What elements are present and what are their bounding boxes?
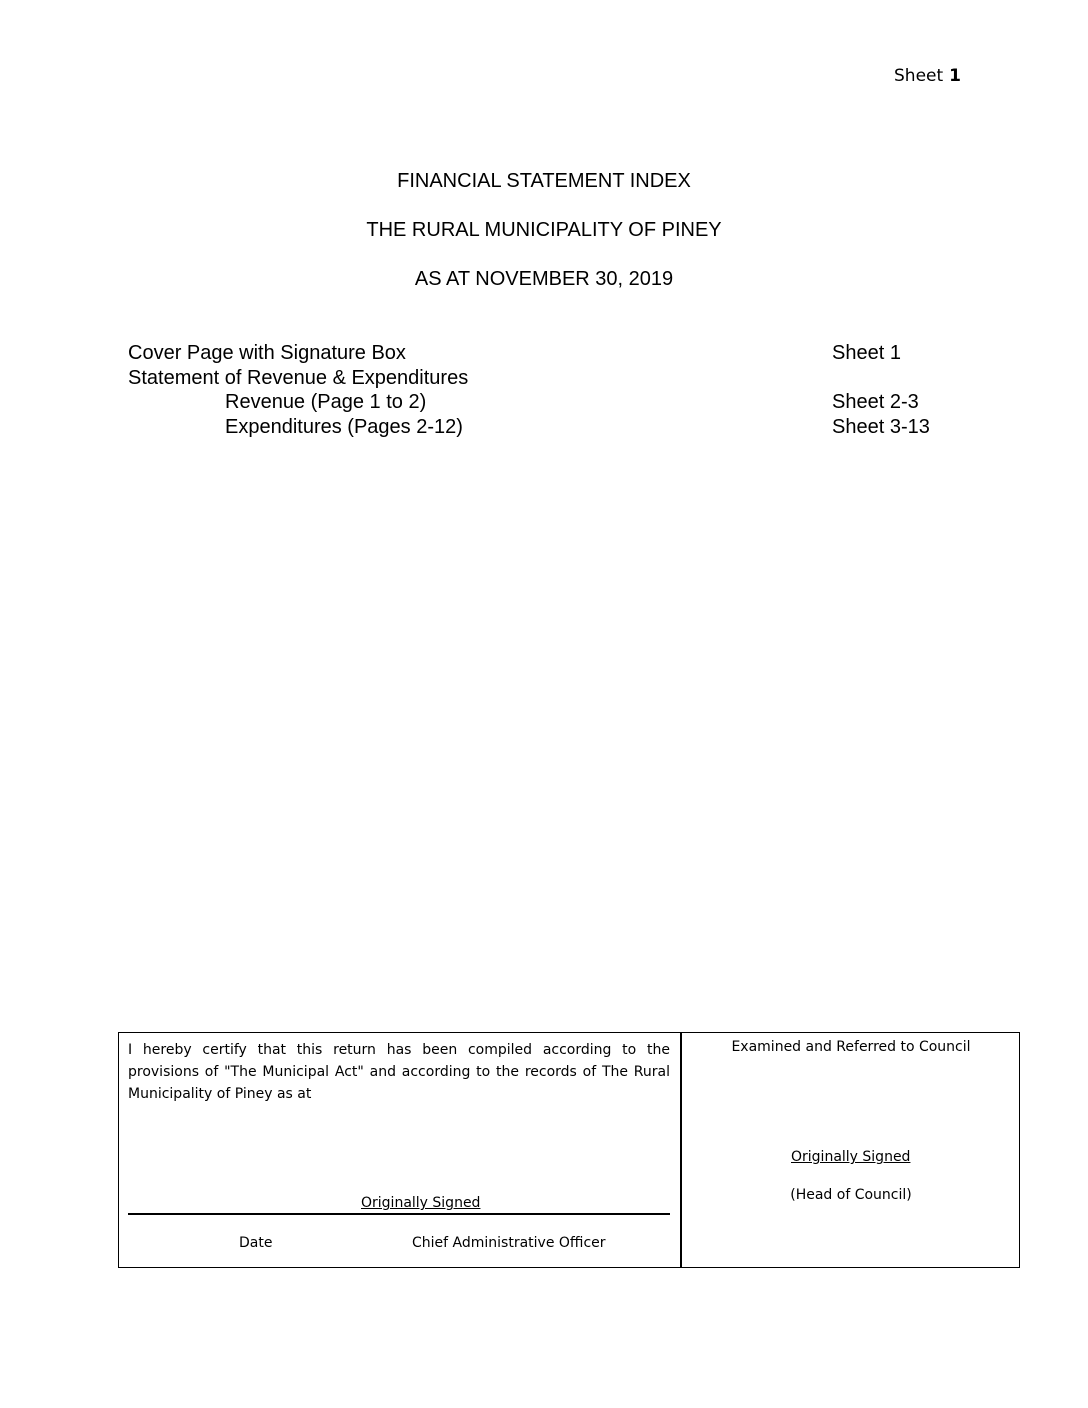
date-title: AS AT NOVEMBER 30, 2019 xyxy=(414,268,674,290)
certification-text: I hereby certify that this return has been compiled according to the provisions of "The Municipal Act" and according to the records of The Rural Municipality of Piney as at xyxy=(128,1042,670,1102)
signature-box-divider xyxy=(680,1033,682,1267)
sheet-number: 1 xyxy=(949,66,961,86)
index-item-sheet: Sheet 3-13 xyxy=(832,416,930,438)
cao-label: Chief Administrative Officer xyxy=(412,1235,606,1251)
originally-signed-council xyxy=(791,1149,930,1165)
index-item-label: Cover Page with Signature Box xyxy=(128,342,406,364)
originally-signed-council-text: Originally Signed xyxy=(791,1149,911,1165)
originally-signed-cao: Originally Signed xyxy=(361,1195,481,1211)
index-item-label: Expenditures (Pages 2-12) xyxy=(225,416,463,438)
sheet-number-header xyxy=(894,66,961,86)
municipality-title: THE RURAL MUNICIPALITY OF PINEY xyxy=(366,219,722,241)
signature-line xyxy=(128,1213,670,1215)
index-item-label: Revenue (Page 1 to 2) xyxy=(225,391,427,413)
examined-label: Examined and Referred to Council xyxy=(731,1039,971,1055)
sheet-label: Sheet xyxy=(894,66,944,86)
index-item-label: Statement of Revenue & Expenditures xyxy=(128,367,469,389)
document-title: FINANCIAL STATEMENT INDEX xyxy=(397,170,691,192)
signature-box xyxy=(118,1032,1020,1268)
index-item-sheet: Sheet 2-3 xyxy=(832,391,919,413)
index-item-sheet: Sheet 1 xyxy=(832,342,901,364)
head-of-council-label: (Head of Council) xyxy=(790,1187,912,1203)
date-label: Date xyxy=(239,1235,273,1251)
